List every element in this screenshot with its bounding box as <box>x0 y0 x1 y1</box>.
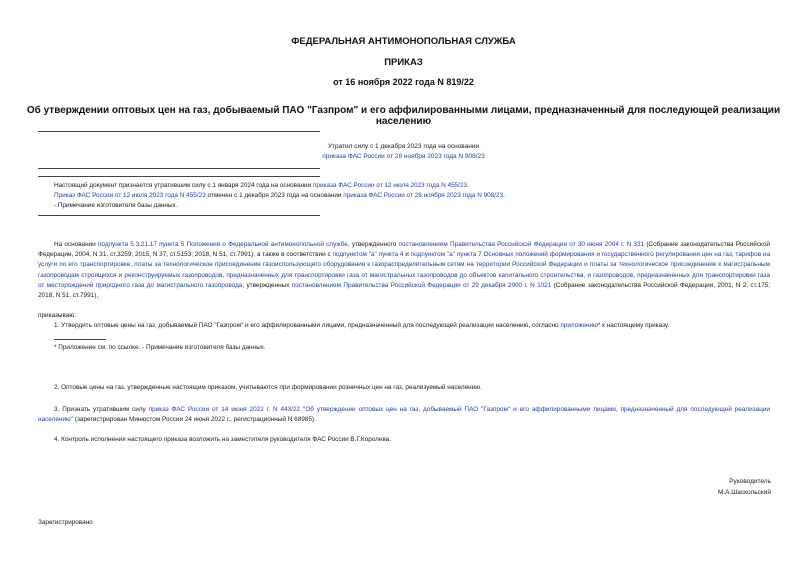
editor-note-2: Приказ ФАС России от 12 июля 2023 года N 455/23 отменен с 1 декабря 2023 года на основании приказа ФАС России от 28 ноября 2023 года N 908/23. <box>54 192 505 199</box>
item-3: 3. Признать утратившим силу приказ ФАС России от 14 июня 2022 г. N 443/22 "Об утверждении оптовых цен на газ, добываемый ПАО "Газпром" и его аффилированными лицами, предназначенный для последующей реализации населению" (зарегистрирован Минюстом России 24 июня 2022 г., регистрационный N 68985). <box>38 406 770 424</box>
editor-note-2-link-2[interactable]: приказа ФАС России от 28 ноября 2023 года N 908/23 <box>343 192 504 199</box>
signature-name: М.А.Шаскольский <box>717 489 771 496</box>
preamble-link-1[interactable]: подпункта 5.3.21.17 пункта 5 Положения о Федеральной антимонопольной службе <box>97 241 348 248</box>
item-1-link[interactable]: приложению <box>560 322 598 329</box>
footnote: * Приложение см. по ссылке. - Примечание изготовителя базы данных. <box>54 344 266 351</box>
editor-note-2-link-1[interactable]: Приказ ФАС России от 12 июля 2023 года N 455/23 <box>54 192 206 199</box>
divider <box>38 168 320 169</box>
preamble-link-5[interactable]: постановлением Правительства Российской Федерации от 29 декабря 2000 г. N 1021 <box>291 281 552 289</box>
editor-note-3: - Примечание изготовителя базы данных. <box>54 202 178 209</box>
status-note-text: Утратил силу с 1 декабря 2023 года на основании <box>327 143 480 150</box>
agency-name: ФЕДЕРАЛЬНАЯ АНТИМОНОПОЛЬНАЯ СЛУЖБА <box>291 36 516 47</box>
signature-role: Руководитель <box>729 478 771 485</box>
doc-type: ПРИКАЗ <box>384 57 423 68</box>
preamble-link-4[interactable]: подпунктом "а" пункта 7 Основных положений формирования и государственного регулирования цен на газ, тарифов на услуги по его транспортировке, платы за технологическое присоединение газоиспользующего оборудования к газораспределительным сетям на территории Российской Федерации и платы за технологическое присоединение к магистральным газопроводам строящихся и реконструируемых газопроводов, предназначенных для транспортировки газа от магистральных газопроводов до объектов капитального строительства, и газопроводов, предназначенных для транспортировки газа от месторождений природного газа до магистрального газопровода <box>38 251 770 289</box>
item-1: 1. Утвердить оптовые цены на газ, добываемый ПАО "Газпром" и его аффилированными лицами, предназначенный для последующей реализации населению, согласно приложению* к настоящему приказу. <box>54 322 670 329</box>
divider <box>38 215 320 216</box>
preamble-link-3[interactable]: подпунктом "а" пункта 4 <box>332 251 404 259</box>
signature-block <box>718 476 771 498</box>
doc-title: Об утверждении оптовых цен на газ, добываемый ПАО "Газпром" и его аффилированными лицами, предназначенный для последующей реализации населению <box>26 105 781 127</box>
status-note <box>300 142 507 162</box>
registered-label: Зарегистрировано <box>38 519 93 526</box>
doc-date-number: от 16 ноября 2022 года N 819/22 <box>333 77 474 87</box>
status-note-link[interactable]: приказа ФАС России от 28 ноября 2023 года N 908/23 <box>322 153 485 160</box>
preamble-link-2[interactable]: постановлением Правительства Российской Федерации от 30 июня 2004 г. N 331 <box>398 241 645 248</box>
item-2: 2. Оптовые цены на газ, утвержденные настоящим приказом, учитываются при формировании розничных цен на газ, реализуемый населению. <box>54 384 482 391</box>
order-word: приказываю: <box>38 312 76 319</box>
divider <box>38 176 320 177</box>
item-4: 4. Контроль исполнения настоящего приказа возложить на заместителя руководителя ФАС России В.Г.Королева. <box>54 436 392 443</box>
footnote-divider <box>54 339 106 340</box>
divider <box>38 131 320 132</box>
item-3-link[interactable]: приказ ФАС России от 14 июня 2022 г. N 443/22 "Об утверждении оптовых цен на газ, добываемый ПАО "Газпром" и его аффилированными лицами, предназначенный для последующей реализации населению" <box>38 406 770 424</box>
editor-note-1: Настоящий документ признается утратившим силу с 1 января 2024 года на основании приказа ФАС России от 12 июля 2023 года N 455/23. <box>54 182 469 189</box>
editor-note-1-link[interactable]: приказа ФАС России от 12 июля 2023 года N 455/23 <box>312 182 468 189</box>
preamble-paragraph: На основании подпункта 5.3.21.17 пункта 5 Положения о Федеральной антимонопольной службе, утвержденного постановлением Правительства Российской Федерации от 30 июня 2004 г. N 331 (Собрание законодательства Российской Федерации, 2004, N 31, ст.3259; 2015, N 37, ст.5153; 2018, N 51, ст.7991), а также в соответствии с подпунктом "а" пункта 4 и подпунктом "а" пункта 7 Основных положений формирования и государственного регулирования цен на газ, тарифов на услуги по его транспортировке, платы за технологическое присоединение газоиспользующего оборудования к газораспределительным сетям на территории Российской Федерации и платы за технологическое присоединение к магистральным газопроводам строящихся и реконструируемых газопроводов, предназначенных для транспортировки газа от магистральных газопроводов до объектов капитального строительства, и газопроводов, предназначенных для транспортировки газа от месторождений природного газа до магистрального газопровода, утвержденных постановлением Правительства Российской Федерации от 29 декабря 2000 г. N 1021 (Собрание законодательства Российской Федерации, 2001, N 2, ст.175; 2018, N 51, ст.7991), <box>38 241 771 300</box>
